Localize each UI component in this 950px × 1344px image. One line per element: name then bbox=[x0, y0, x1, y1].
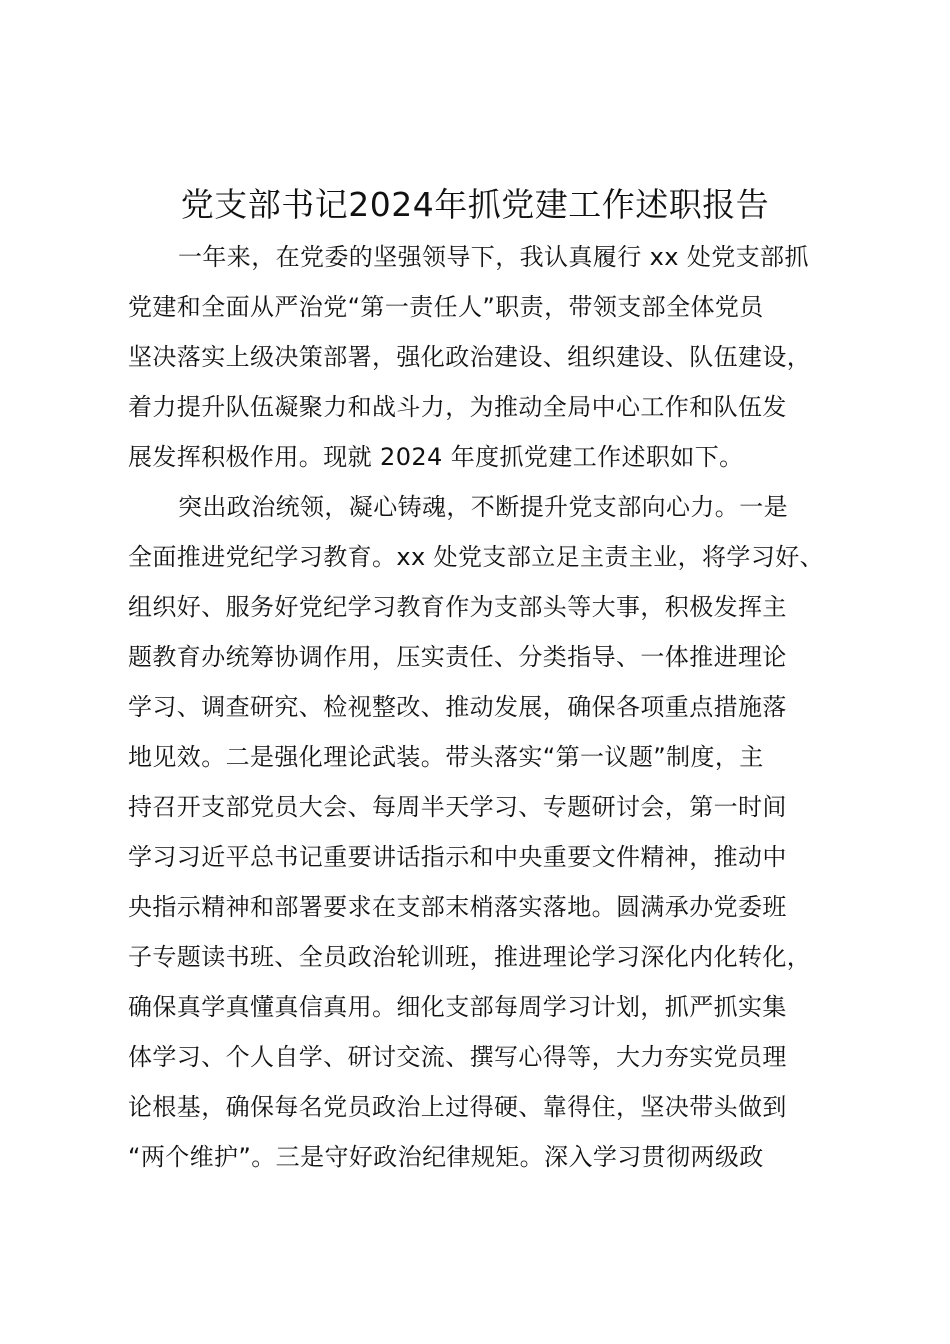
paragraph-line: 坚决落实上级决策部署，强化政治建设、组织建设、队伍建设， bbox=[128, 343, 812, 371]
paragraph-line: 着力提升队伍凝聚力和战斗力，为推动全局中心工作和队伍发 bbox=[128, 393, 787, 421]
paragraph-line: 展发挥积极作用。现就 2024 年度抓党建工作述职如下。 bbox=[128, 443, 744, 471]
paragraph-line: 确保真学真懂真信真用。细化支部每周学习计划，抓严抓实集 bbox=[128, 993, 787, 1021]
document-title: 党支部书记2024年抓党建工作述职报告 bbox=[180, 185, 770, 224]
paragraph-line: 地见效。二是强化理论武装。带头落实“第一议题”制度，主 bbox=[128, 743, 764, 771]
paragraph-line: 央指示精神和部署要求在支部末梢落实落地。圆满承办党委班 bbox=[128, 893, 787, 921]
paragraph-line: 组织好、服务好党纪学习教育作为支部头等大事，积极发挥主 bbox=[128, 593, 787, 621]
paragraph-line: 持召开支部党员大会、每周半天学习、专题研讨会，第一时间 bbox=[128, 793, 787, 821]
paragraph-line: 全面推进党纪学习教育。xx 处党支部立足主责主业，将学习好、 bbox=[128, 543, 825, 571]
paragraph-line: 论根基，确保每名党员政治上过得硬、靠得住，坚决带头做到 bbox=[128, 1093, 787, 1121]
paragraph-line: 突出政治统领，凝心铸魂，不断提升党支部向心力。一是 bbox=[178, 493, 788, 521]
paragraph-line: 学习习近平总书记重要讲话指示和中央重要文件精神，推动中 bbox=[128, 843, 787, 871]
paragraph-line: 学习、调查研究、检视整改、推动发展，确保各项重点措施落 bbox=[128, 693, 787, 721]
paragraph-line: 子专题读书班、全员政治轮训班，推进理论学习深化内化转化， bbox=[128, 943, 812, 971]
paragraph-line: “两个维护”。三是守好政治纪律规矩。深入学习贯彻两级政 bbox=[128, 1143, 764, 1171]
paragraph-line: 一年来，在党委的坚强领导下，我认真履行 xx 处党支部抓 bbox=[178, 243, 809, 271]
paragraph-line: 题教育办统筹协调作用，压实责任、分类指导、一体推进理论 bbox=[128, 643, 787, 671]
paragraph-line: 体学习、个人自学、研讨交流、撰写心得等，大力夯实党员理 bbox=[128, 1043, 787, 1071]
paragraph-line: 党建和全面从严治党“第一责任人”职责，带领支部全体党员 bbox=[128, 293, 764, 321]
document-body bbox=[128, 232, 868, 1182]
